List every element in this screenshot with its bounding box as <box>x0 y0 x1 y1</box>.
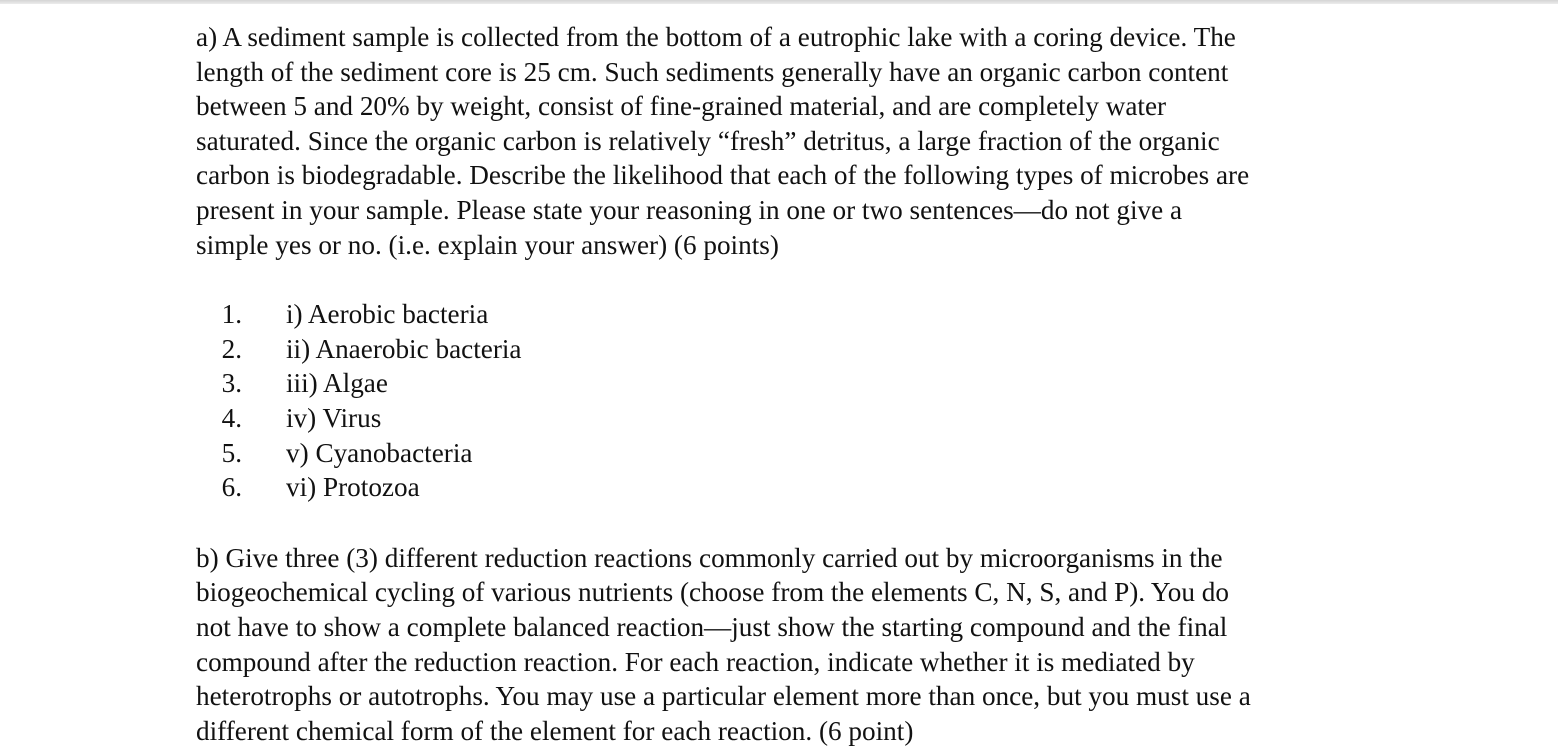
microbe-list <box>196 297 1396 505</box>
question-b-line: not have to show a complete balanced reaction—just show the starting compound and the final <box>196 611 1228 642</box>
question-b-line: different chemical form of the element for each reaction. (6 point) <box>196 715 914 746</box>
list-item <box>196 366 1396 401</box>
list-item-label: i) Aerobic bacteria <box>286 299 489 330</box>
list-item <box>196 401 1396 436</box>
list-number: 3. <box>221 368 242 399</box>
list-number: 4. <box>221 402 242 433</box>
question-a-line: between 5 and 20% by weight, consist of fine-grained material, and are completely water <box>196 91 1167 122</box>
list-number: 5. <box>221 437 242 468</box>
list-number: 6. <box>221 472 242 503</box>
list-number: 1. <box>221 299 242 330</box>
list-item <box>196 297 1396 332</box>
list-item-label: vi) Protozoa <box>286 472 420 503</box>
question-a-line: carbon is biodegradable. Describe the likelihood that each of the following types of microbes are <box>196 160 1250 191</box>
question-b-line: b) Give three (3) different reduction reactions commonly carried out by microorganisms in the <box>196 542 1223 573</box>
question-a-line: a) A sediment sample is collected from the bottom of a eutrophic lake with a coring device. The <box>196 22 1236 52</box>
question-a-line: saturated. Since the organic carbon is relatively “fresh” detritus, a large fraction of the organic <box>196 125 1220 156</box>
question-b-paragraph <box>196 541 1396 749</box>
question-a-line: present in your sample. Please state your reasoning in one or two sentences—do not give a <box>196 194 1183 225</box>
list-number: 2. <box>221 333 242 364</box>
document-page <box>196 20 1396 748</box>
question-a-line: simple yes or no. (i.e. explain your answer) (6 points) <box>196 229 779 260</box>
question-b-line: heterotrophs or autotrophs. You may use a particular element more than once, but you must use a <box>196 681 1251 712</box>
list-item-label: v) Cyanobacteria <box>286 437 473 468</box>
question-b-line: biogeochemical cycling of various nutrients (choose from the elements C, N, S, and P). You do <box>196 577 1229 608</box>
list-item <box>196 470 1396 505</box>
question-a-paragraph <box>196 20 1396 262</box>
top-border <box>0 0 1558 4</box>
list-item-label: iv) Virus <box>286 402 382 433</box>
question-b-line: compound after the reduction reaction. For each reaction, indicate whether it is mediated by <box>196 646 1195 677</box>
list-item-label: iii) Algae <box>286 368 388 399</box>
question-a-line: length of the sediment core is 25 cm. Such sediments generally have an organic carbon content <box>196 56 1229 87</box>
list-item <box>196 332 1396 367</box>
list-item <box>196 436 1396 471</box>
list-item-label: ii) Anaerobic bacteria <box>286 333 522 364</box>
